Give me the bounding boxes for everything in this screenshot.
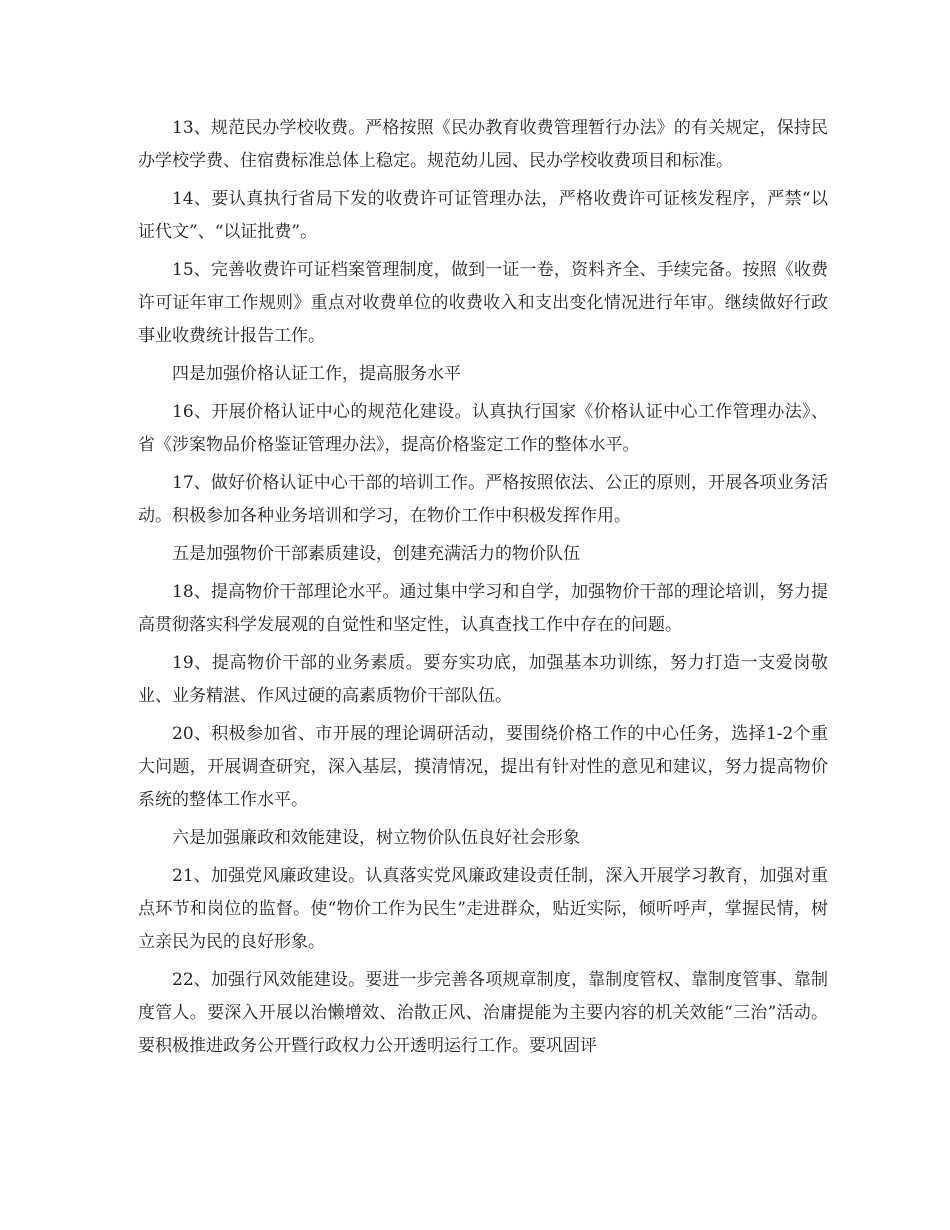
paragraph-16: 16、开展价格认证中心的规范化建设。认真执行国家《价格认证中心工作管理办法》、省《涉案物品价格鉴证管理办法》，提高价格鉴定工作的整体水平。 bbox=[138, 402, 828, 455]
section-heading-6: 六是加强廉政和效能建设，树立物价队伍良好社会形象 bbox=[172, 828, 580, 848]
paragraph-19: 19、提高物价干部的业务素质。要夯实功底，加强基本功训练，努力打造一支爱岗敬业、业务精湛、作风过硬的高素质物价干部队伍。 bbox=[138, 653, 828, 706]
paragraph-20: 20、积极参加省、市开展的理论调研活动，要围绕价格工作的中心任务，选择1-2个重大问题，开展调查研究，深入基层，摸清情况，提出有针对性的意见和建议，努力提高物价系统的整体工作水平。 bbox=[138, 724, 828, 810]
paragraph-14: 14、要认真执行省局下发的收费许可证管理办法，严格收费许可证核发程序，严禁“以证代文”、“以证批费”。 bbox=[138, 189, 828, 242]
paragraph-13: 13、规范民办学校收费。严格按照《民办教育收费管理暂行办法》的有关规定，保持民办学校学费、住宿费标准总体上稳定。规范幼儿园、民办学校收费项目和标准。 bbox=[138, 118, 828, 171]
paragraph-18: 18、提高物价干部理论水平。通过集中学习和自学，加强物价干部的理论培训，努力提高贯彻落实科学发展观的自觉性和坚定性，认真查找工作中存在的问题。 bbox=[138, 582, 828, 635]
paragraph-22: 22、加强行风效能建设。要进一步完善各项规章制度，靠制度管权、靠制度管事、靠制度管人。要深入开展以治懒增效、治散正风、治庸提能为主要内容的机关效能“三治”活动。要积极推进政务公开暨行政权力公开透明运行工作。要巩固评 bbox=[138, 970, 828, 1056]
section-heading-5: 五是加强物价干部素质建设，创建充满活力的物价队伍 bbox=[172, 544, 580, 564]
section-heading-4: 四是加强价格认证工作，提高服务水平 bbox=[172, 364, 461, 384]
paragraph-21: 21、加强党风廉政建设。认真落实党风廉政建设责任制，深入开展学习教育，加强对重点环节和岗位的监督。使“物价工作为民生”走进群众，贴近实际，倾听呼声，掌握民情，树立亲民为民的良好形象。 bbox=[138, 866, 828, 952]
document-body bbox=[138, 112, 828, 1068]
paragraph-15: 15、完善收费许可证档案管理制度，做到一证一卷，资料齐全、手续完备。按照《收费许可证年审工作规则》重点对收费单位的收费收入和支出变化情况进行年审。继续做好行政事业收费统计报告工作。 bbox=[138, 260, 828, 346]
paragraph-17: 17、做好价格认证中心干部的培训工作。严格按照依法、公正的原则，开展各项业务活动。积极参加各种业务培训和学习，在物价工作中积极发挥作用。 bbox=[138, 473, 828, 526]
